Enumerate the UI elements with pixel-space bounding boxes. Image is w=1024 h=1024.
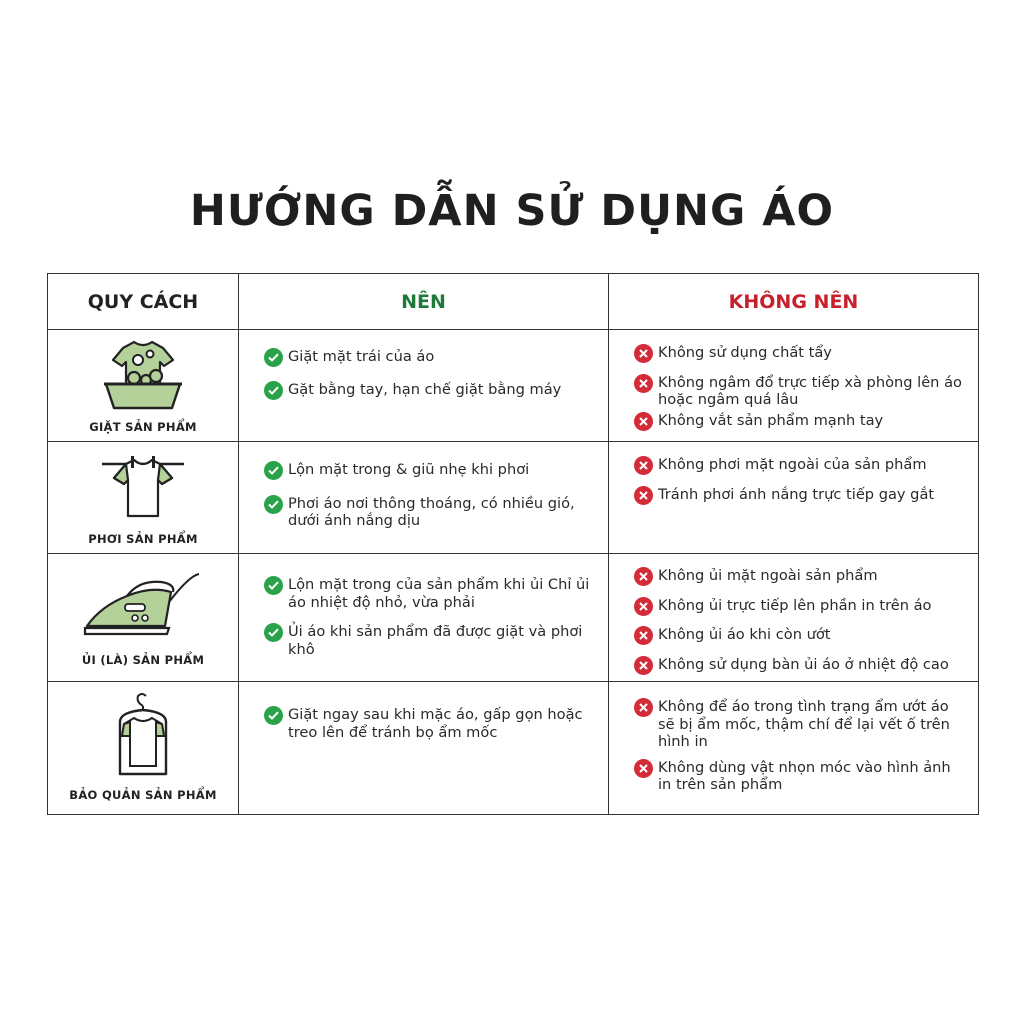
- dont-item: Không ủi trực tiếp lên phần in trên áo: [609, 597, 978, 615]
- dont-item: Không ủi mặt ngoài sản phẩm: [609, 567, 978, 585]
- check-icon: [264, 495, 283, 514]
- page-title: HƯỚNG DẪN SỬ DỤNG ÁO: [189, 186, 835, 236]
- do-cell: [239, 442, 609, 554]
- category-label: GIẶT SẢN PHẨM: [89, 420, 197, 434]
- table-row-washing: [48, 330, 979, 442]
- check-icon: [264, 461, 283, 480]
- do-item: Lộn mặt trong của sản phẩm khi ủi Chỉ ủi áo nhiệt độ nhỏ, vừa phải: [239, 576, 608, 611]
- check-icon: [264, 576, 283, 595]
- header-do: NÊN: [239, 274, 609, 330]
- iron-icon: [81, 572, 205, 642]
- do-item: Giặt ngay sau khi mặc áo, gấp gọn hoặc treo lên để tránh bọ ẩm mốc: [239, 706, 608, 741]
- cross-icon: [634, 597, 653, 616]
- category-cell: [48, 682, 239, 815]
- dont-item: Không phơi mặt ngoài của sản phẩm: [609, 456, 978, 474]
- cross-icon: [634, 344, 653, 363]
- check-icon: [264, 348, 283, 367]
- dont-item: Không ngâm đổ trực tiếp xà phòng lên áo hoặc ngâm quá lâu: [609, 374, 978, 409]
- cross-icon: [634, 626, 653, 645]
- table-header-row: [48, 274, 979, 330]
- dont-item: Không ủi áo khi còn ướt: [609, 626, 978, 644]
- check-icon: [264, 623, 283, 642]
- do-item: Phơi áo nơi thông thoáng, có nhiều gió, dưới ánh nắng dịu: [239, 495, 608, 530]
- category-cell: [48, 442, 239, 554]
- do-cell: [239, 682, 609, 815]
- category-label: PHƠI SẢN PHẨM: [88, 532, 198, 546]
- dont-item: Không sử dụng chất tẩy: [609, 344, 978, 362]
- washing-basin-icon: [98, 338, 188, 414]
- dont-item: Không vắt sản phẩm mạnh tay: [609, 412, 978, 430]
- dont-cell: [609, 554, 979, 682]
- dont-cell: [609, 682, 979, 815]
- table-row-storage: [48, 682, 979, 815]
- category-cell: [48, 330, 239, 442]
- dont-item: Không để áo trong tình trạng ẩm ướt áo sẽ bị ẩm mốc, thậm chí để lại vết ố trên hình in: [609, 698, 978, 751]
- dont-item: Không sử dụng bàn ủi áo ở nhiệt độ cao: [609, 656, 978, 674]
- dont-cell: [609, 442, 979, 554]
- cross-icon: [634, 656, 653, 675]
- drying-shirt-icon: [98, 450, 188, 526]
- cross-icon: [634, 698, 653, 717]
- table-row-drying: [48, 442, 979, 554]
- category-cell: [48, 554, 239, 682]
- cross-icon: [634, 456, 653, 475]
- do-item: Giặt mặt trái của áo: [239, 348, 608, 366]
- check-icon: [264, 706, 283, 725]
- dont-cell: [609, 330, 979, 442]
- cross-icon: [634, 759, 653, 778]
- table-row-ironing: [48, 554, 979, 682]
- care-table: [47, 273, 979, 815]
- header-category: QUY CÁCH: [48, 274, 239, 330]
- cross-icon: [634, 567, 653, 586]
- do-cell: [239, 330, 609, 442]
- do-item: Ủi áo khi sản phẩm đã được giặt và phơi khô: [239, 623, 608, 658]
- dont-item: Không dùng vật nhọn móc vào hình ảnh in trên sản phẩm: [609, 759, 978, 794]
- garment-bag-icon: [98, 692, 188, 782]
- category-label: BẢO QUẢN SẢN PHẨM: [69, 788, 217, 802]
- category-label: ỦI (LÀ) SẢN PHẨM: [81, 653, 205, 667]
- cross-icon: [634, 374, 653, 393]
- do-cell: [239, 554, 609, 682]
- dont-item: Tránh phơi ánh nắng trực tiếp gay gắt: [609, 486, 978, 504]
- check-icon: [264, 381, 283, 400]
- cross-icon: [634, 486, 653, 505]
- do-item: Lộn mặt trong & giũ nhẹ khi phơi: [239, 461, 608, 479]
- do-item: Gặt bằng tay, hạn chế giặt bằng máy: [239, 381, 608, 399]
- header-dont: KHÔNG NÊN: [609, 274, 979, 330]
- cross-icon: [634, 412, 653, 431]
